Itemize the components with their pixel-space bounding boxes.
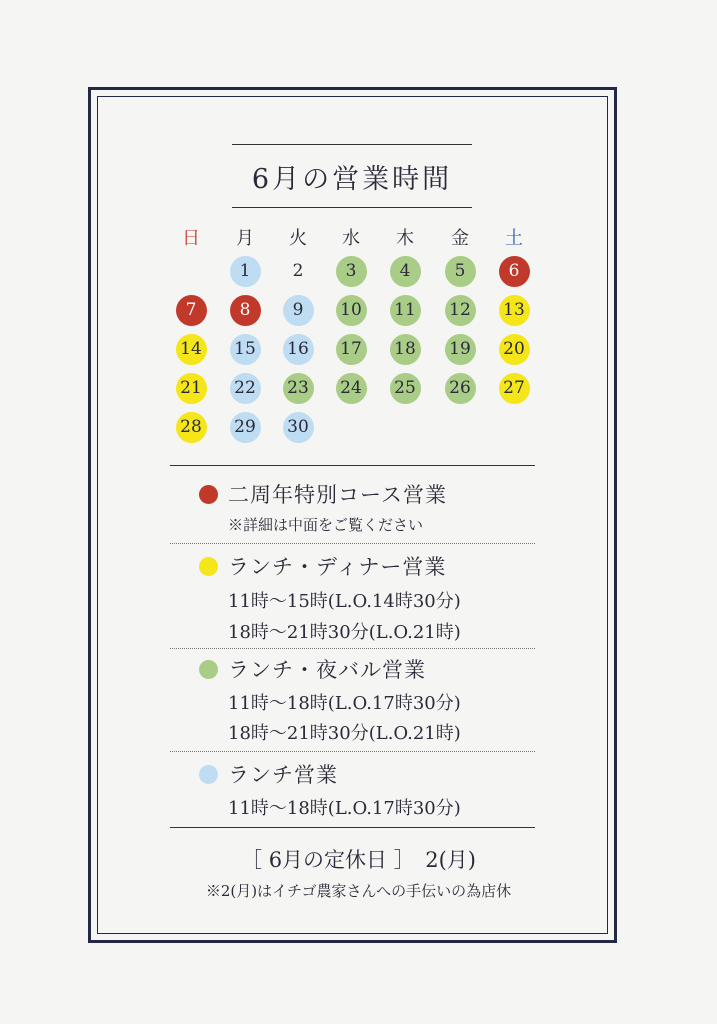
legend-green-dot [199,660,218,679]
calendar-day: 2 [292,261,304,281]
weekday-fri: 金 [451,228,469,249]
calendar-day: 13 [499,295,530,326]
calendar-day: 11 [390,295,421,326]
calendar-day: 7 [176,295,207,326]
legend-green-label: ランチ・夜バル営業 [228,658,426,682]
legend-green-hours-1: 11時〜18時(L.O.17時30分) [228,693,461,714]
calendar-day: 12 [445,295,476,326]
calendar-day: 16 [283,334,314,365]
page-title: 6月の営業時間 [251,163,453,195]
divider-top [170,465,535,466]
legend-blue-dot [199,765,218,784]
calendar-day: 9 [283,295,314,326]
calendar-day: 20 [499,334,530,365]
legend-yellow-hours-2: 18時〜21時30分(L.O.21時) [228,622,461,643]
closed-day-note: ※2(月)はイチゴ農家さんへの手伝いの為店休 [205,882,512,900]
calendar-day: 14 [176,334,207,365]
calendar-day: 25 [390,373,421,404]
calendar-day: 5 [445,256,476,287]
calendar-day: 30 [283,412,314,443]
legend-yellow-hours-1: 11時〜15時(L.O.14時30分) [228,591,461,612]
legend-red-dot [199,485,218,504]
calendar-day: 27 [499,373,530,404]
legend-green-hours-2: 18時〜21時30分(L.O.21時) [228,723,461,744]
calendar-day: 10 [336,295,367,326]
legend-red-note: ※詳細は中面をご覧ください [228,516,424,534]
weekday-thu: 木 [396,228,414,249]
dotted-divider [170,648,535,649]
calendar-day: 1 [230,256,261,287]
legend-red-label: 二周年特別コース営業 [228,483,447,507]
calendar-day: 28 [176,412,207,443]
dotted-divider [170,751,535,752]
weekday-mon: 月 [236,228,254,249]
calendar-day: 15 [230,334,261,365]
weekday-sun: 日 [182,228,200,249]
weekday-wed: 水 [342,228,360,249]
legend-blue-hours-1: 11時〜18時(L.O.17時30分) [228,798,461,819]
legend-yellow-dot [199,557,218,576]
dotted-divider [170,543,535,544]
title-box [232,144,472,208]
calendar-day: 19 [445,334,476,365]
divider-bottom [170,827,535,828]
calendar-day: 26 [445,373,476,404]
calendar-day: 18 [390,334,421,365]
calendar-day: 6 [499,256,530,287]
calendar-day: 4 [390,256,421,287]
calendar-day: 24 [336,373,367,404]
weekday-tue: 火 [289,228,307,249]
calendar-day: 22 [230,373,261,404]
calendar-day: 3 [336,256,367,287]
calendar-day: 29 [230,412,261,443]
calendar-day: 21 [176,373,207,404]
calendar-day: 23 [283,373,314,404]
legend-yellow-label: ランチ・ディナー営業 [228,555,447,579]
calendar-day: 8 [230,295,261,326]
legend-blue-label: ランチ営業 [228,763,338,787]
calendar-day: 17 [336,334,367,365]
weekday-sat: 土 [505,228,523,249]
closed-day-heading: ［ 6月の定休日 ］ 2(月) [241,848,476,872]
